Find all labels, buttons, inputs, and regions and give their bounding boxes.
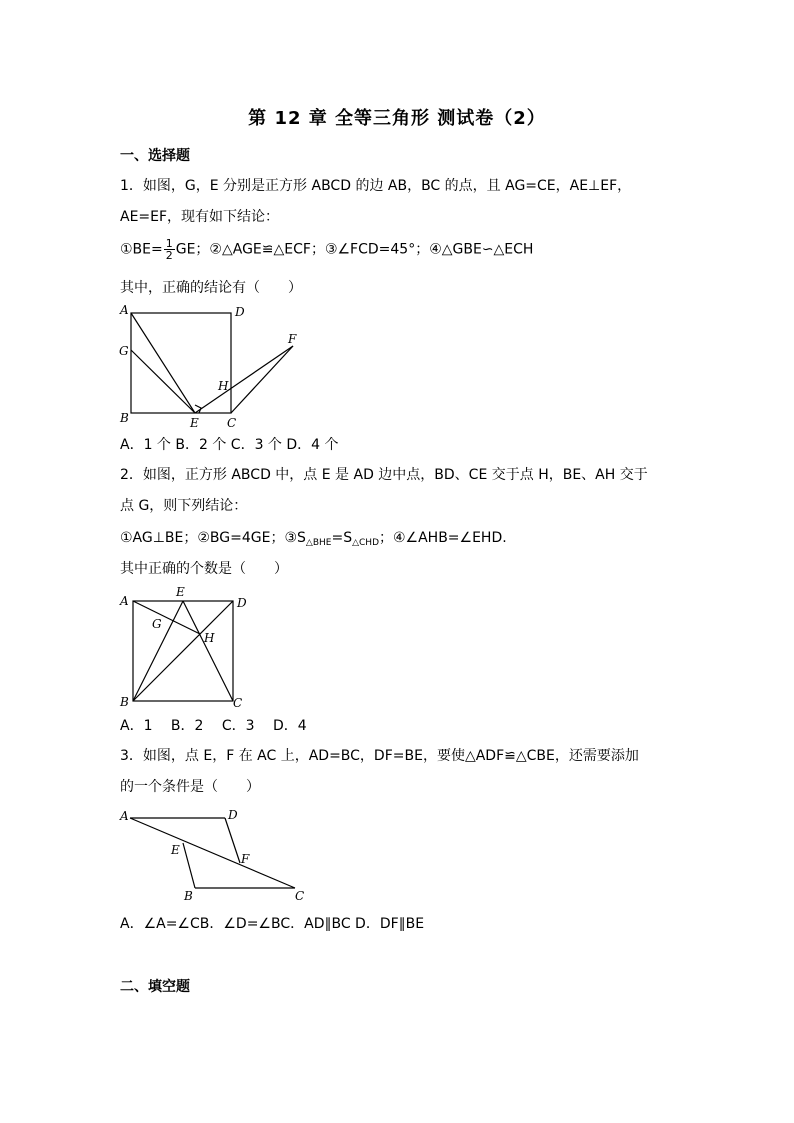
q3-stem-line2: 的一个条件是（ ） <box>120 779 260 795</box>
fraction-denominator: 2 <box>165 249 173 262</box>
q1-label-a: A <box>120 303 129 317</box>
q2-label-h: H <box>204 631 215 645</box>
q1-label-b: B <box>120 411 129 425</box>
q1-figure <box>115 300 315 430</box>
q1-label-h: H <box>218 379 229 393</box>
q2-question: 其中正确的个数是（ ） <box>120 561 288 577</box>
q1-options: A．1 个 B．2 个 C．3 个 D．4 个 <box>120 437 339 453</box>
q1-label-g: G <box>119 344 129 358</box>
q2-segment-be <box>133 601 183 701</box>
q3-segment-ac <box>130 818 295 888</box>
q1-conclusions <box>120 238 533 261</box>
q1-label-d: D <box>235 305 245 319</box>
q2-segment-ce <box>183 601 233 701</box>
q3-label-d: D <box>228 808 238 822</box>
q3-label-c: C <box>295 889 305 903</box>
q2-segment-ah <box>133 601 200 634</box>
q2-label-d: D <box>237 596 247 610</box>
q2-figure <box>115 585 265 715</box>
section-heading-fill: 二、填空题 <box>120 979 190 995</box>
q2-options: A．1 B．2 C．3 D．4 <box>120 718 307 734</box>
page-title: 第 12 章 全等三角形 测试卷（2） <box>248 108 546 129</box>
q2-segment-bd <box>133 601 233 701</box>
q3-segment-df <box>225 818 240 863</box>
q3-figure <box>115 803 315 903</box>
q1-question: 其中，正确的结论有（ ） <box>120 280 302 296</box>
q1-segment-ge <box>131 350 195 413</box>
q3-options: A．∠A=∠CB．∠D=∠BC．AD∥BC D．DF∥BE <box>120 916 425 932</box>
q3-stem-line1: 3．如图，点 E，F 在 AC 上，AD=BC，DF=BE，要使△ADF≌△CBE，还需要添加 <box>120 748 639 764</box>
q2-stem-line1: 2．如图，正方形 ABCD 中，点 E 是 AD 边中点，BD、CE 交于点 H，BE、AH 交于 <box>120 467 648 483</box>
q3-label-a: A <box>120 809 129 823</box>
section-heading-choice: 一、选择题 <box>120 148 190 164</box>
q2-label-e: E <box>176 585 185 599</box>
q1-label-f: F <box>288 332 297 346</box>
q1-conclusion-prefix: ①BE= <box>120 241 163 258</box>
q2-stem-line2: 点 G，则下列结论： <box>120 498 248 514</box>
q1-segment-ef <box>195 346 293 413</box>
q3-label-e: E <box>171 843 180 857</box>
q2-label-b: B <box>120 695 129 709</box>
q1-stem-line1: 1．如图，G，E 分别是正方形 ABCD 的边 AB，BC 的点，且 AG=CE，AE⊥EF， <box>120 178 632 194</box>
q2-label-a: A <box>120 594 129 608</box>
q2-conclusion-c: ；④∠AHB=∠EHD. <box>379 530 507 546</box>
q3-segment-eb <box>183 843 195 888</box>
q2-label-g: G <box>152 617 162 631</box>
q3-label-b: B <box>184 889 193 903</box>
q1-segment-cf <box>231 346 293 413</box>
q1-conclusion-rest: GE；②△AGE≌△ECF；③∠FCD=45°；④△GBE∽△ECH <box>175 241 534 258</box>
q2-conclusion-a: ①AG⊥BE；②BG=4GE；③S <box>120 530 306 546</box>
fraction-one-half <box>164 238 175 261</box>
q3-label-f: F <box>241 852 250 866</box>
q2-subscript-chd: △CHD <box>352 538 379 548</box>
q2-conclusions <box>120 528 507 553</box>
q2-conclusion-b: =S <box>331 530 353 546</box>
q2-label-c: C <box>233 696 243 710</box>
q2-subscript-bhe: △BHE <box>305 538 332 548</box>
fraction-numerator: 1 <box>165 237 173 250</box>
q1-label-c: C <box>227 416 237 430</box>
q1-segment-ae <box>131 313 195 413</box>
q1-stem-line2: AE=EF，现有如下结论： <box>120 209 280 225</box>
q1-label-e: E <box>190 416 199 430</box>
